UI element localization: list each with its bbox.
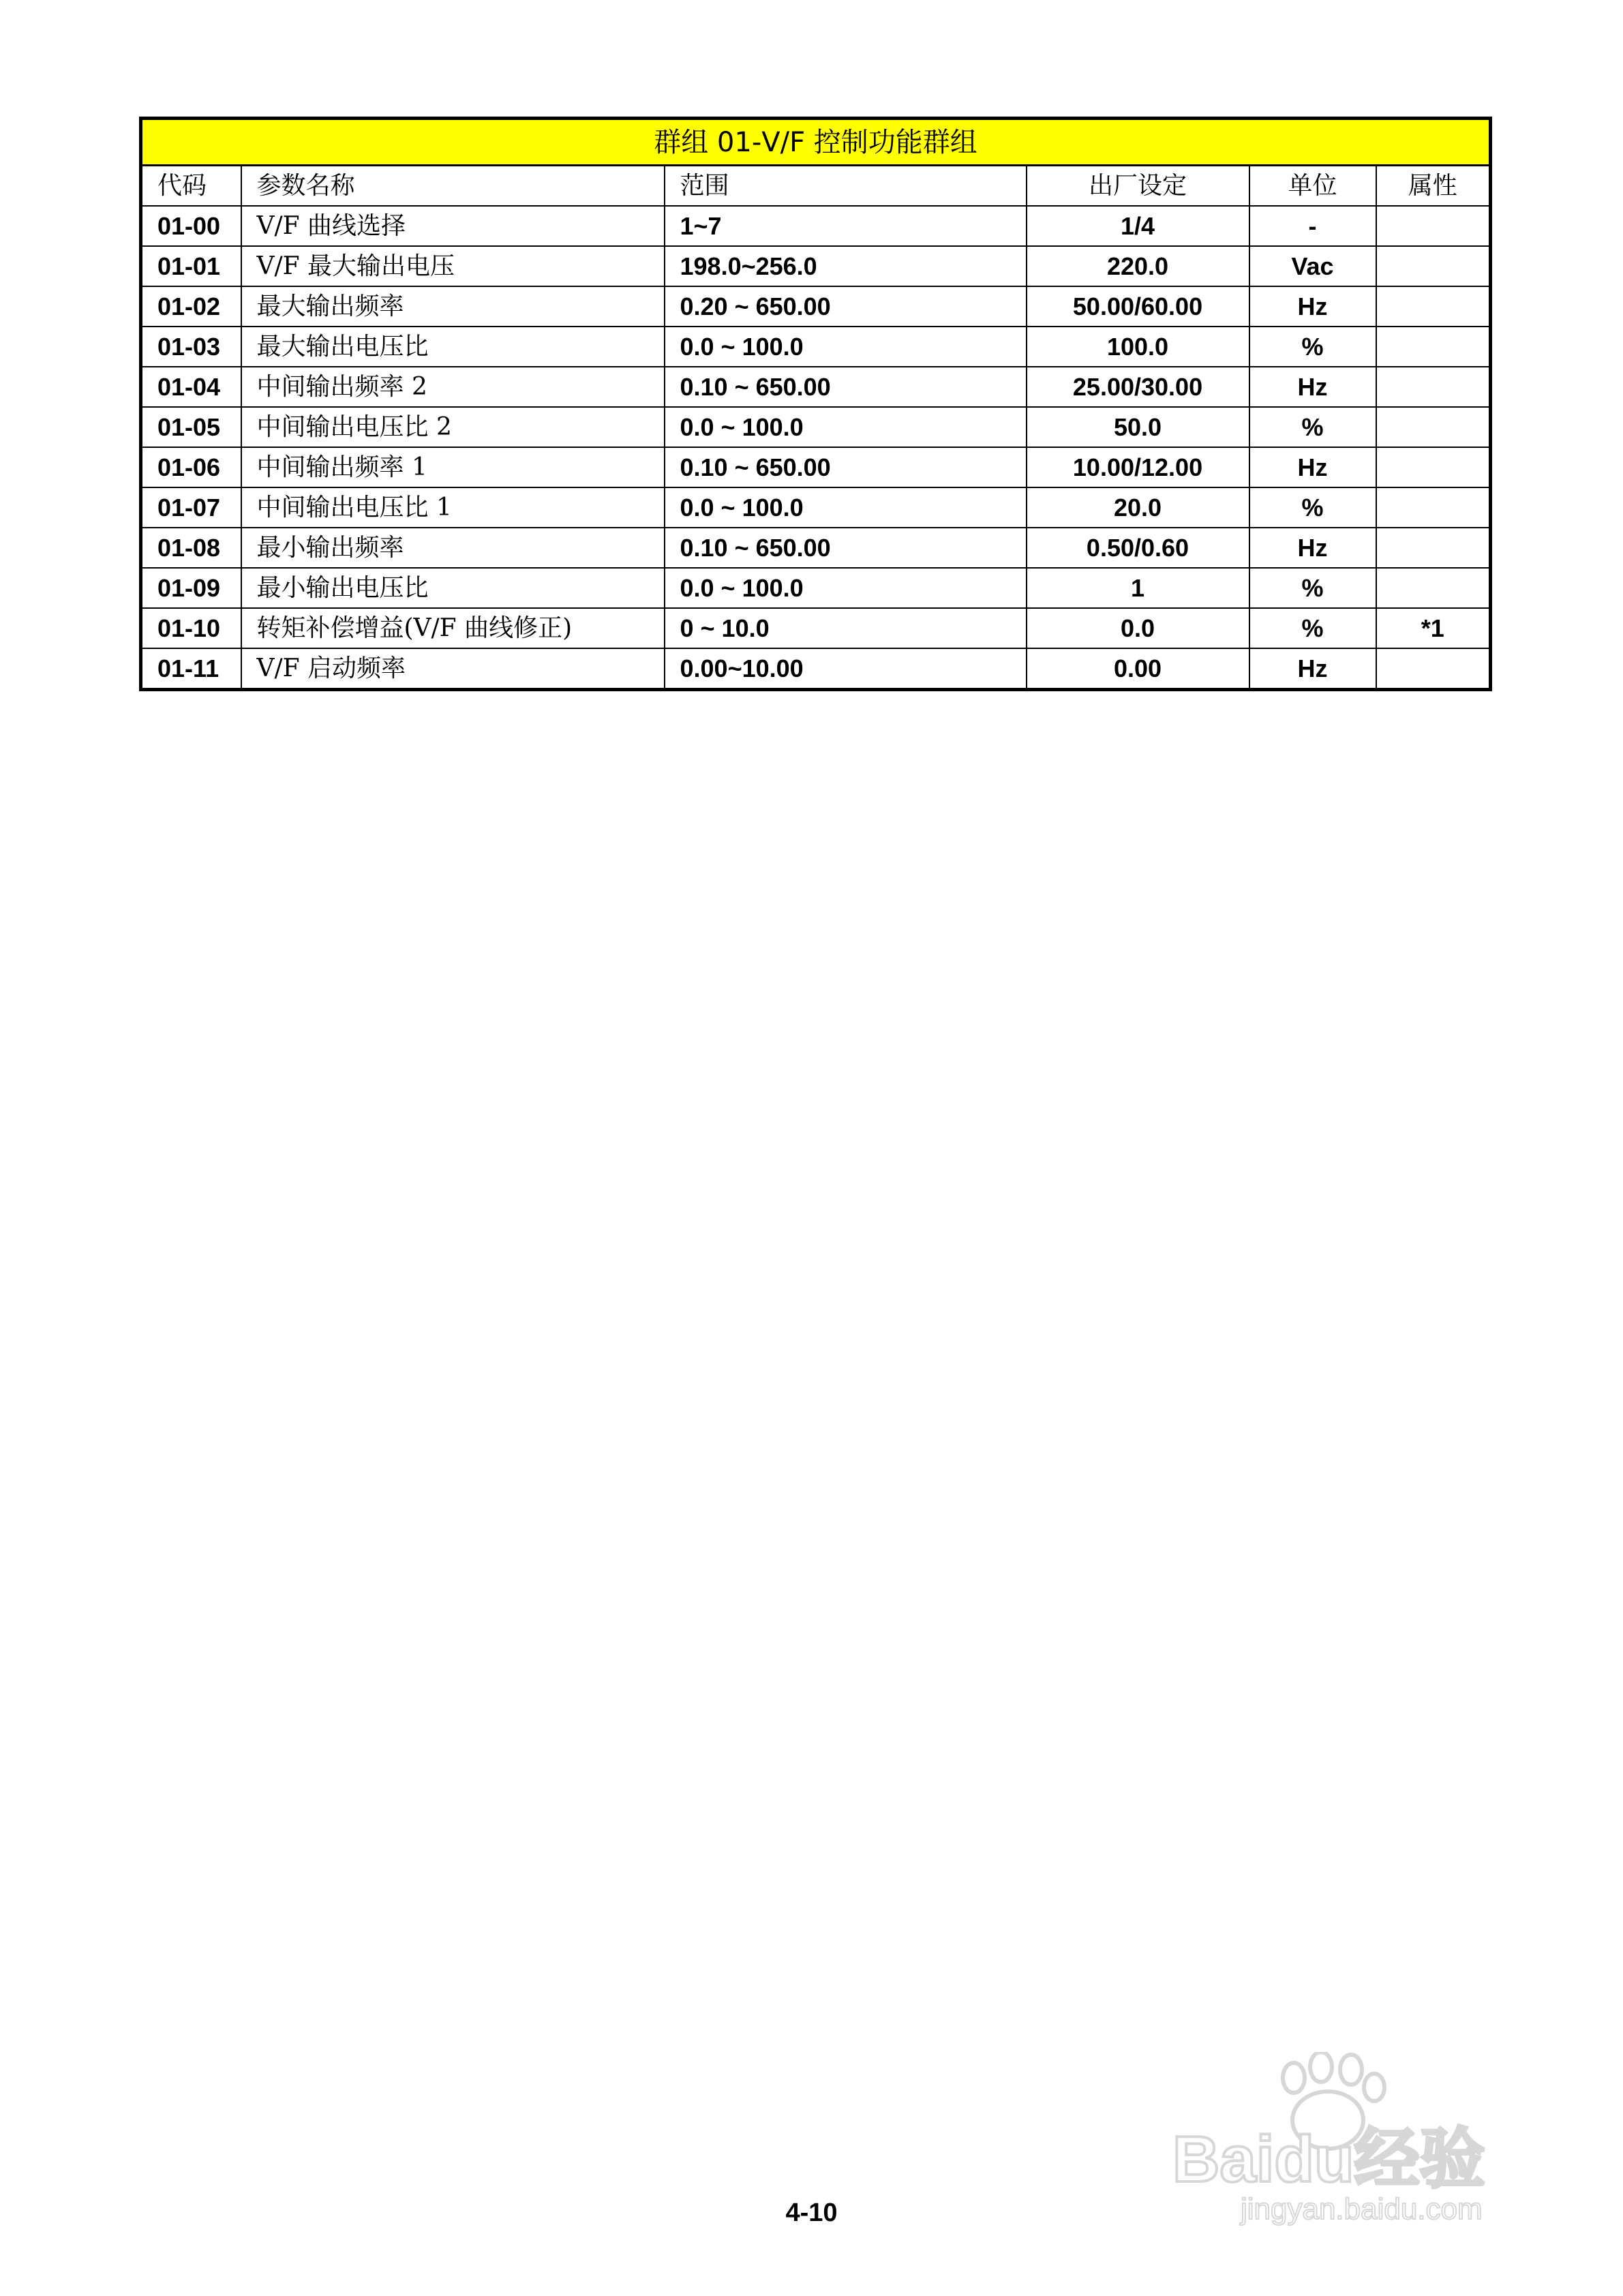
- cell-code: 01-07: [141, 487, 241, 528]
- table-row: [141, 608, 1491, 648]
- cell-name: 中间输出电压比 2: [241, 407, 665, 447]
- cell-range: 0.20 ~ 650.00: [665, 286, 1027, 327]
- table-row: [141, 286, 1491, 327]
- cell-attr: [1376, 286, 1491, 327]
- cell-range: 0.00~10.00: [665, 648, 1027, 690]
- cell-code: 01-10: [141, 608, 241, 648]
- header-default: 出厂设定: [1027, 166, 1249, 207]
- cell-attr: *1: [1376, 608, 1491, 648]
- cell-unit: %: [1249, 608, 1376, 648]
- cell-range: 0.10 ~ 650.00: [665, 367, 1027, 407]
- cell-range: 0.10 ~ 650.00: [665, 528, 1027, 568]
- cell-name: V/F 曲线选择: [241, 206, 665, 246]
- cell-unit: Hz: [1249, 528, 1376, 568]
- cell-default: 10.00/12.00: [1027, 447, 1249, 487]
- cell-attr: [1376, 327, 1491, 367]
- cell-unit: %: [1249, 568, 1376, 608]
- cell-default: 220.0: [1027, 246, 1249, 286]
- cell-name: 中间输出频率 2: [241, 367, 665, 407]
- cell-code: 01-05: [141, 407, 241, 447]
- cell-code: 01-00: [141, 206, 241, 246]
- cell-range: 0.0 ~ 100.0: [665, 327, 1027, 367]
- cell-code: 01-08: [141, 528, 241, 568]
- table-row: [141, 568, 1491, 608]
- cell-default: 1/4: [1027, 206, 1249, 246]
- cell-attr: [1376, 447, 1491, 487]
- cell-unit: %: [1249, 327, 1376, 367]
- table-row: [141, 648, 1491, 690]
- cell-default: 50.00/60.00: [1027, 286, 1249, 327]
- cell-code: 01-03: [141, 327, 241, 367]
- header-unit: 单位: [1249, 166, 1376, 207]
- cell-range: 0.0 ~ 100.0: [665, 568, 1027, 608]
- cell-name: 最大输出电压比: [241, 327, 665, 367]
- baidu-jingyan-watermark: [1152, 2052, 1534, 2229]
- cell-attr: [1376, 568, 1491, 608]
- cell-name: 最大输出频率: [241, 286, 665, 327]
- cell-code: 01-06: [141, 447, 241, 487]
- cell-name: 转矩补偿增益(V/F 曲线修正): [241, 608, 665, 648]
- cell-range: 198.0~256.0: [665, 246, 1027, 286]
- cell-unit: -: [1249, 206, 1376, 246]
- cell-default: 25.00/30.00: [1027, 367, 1249, 407]
- parameter-table: [139, 117, 1492, 691]
- page-number: 4-10: [785, 2199, 838, 2227]
- cell-code: 01-11: [141, 648, 241, 690]
- cell-unit: Hz: [1249, 286, 1376, 327]
- table-row: [141, 246, 1491, 286]
- cell-default: 0.00: [1027, 648, 1249, 690]
- table-row: [141, 367, 1491, 407]
- cell-attr: [1376, 407, 1491, 447]
- header-attr: 属性: [1376, 166, 1491, 207]
- table-row: [141, 528, 1491, 568]
- table-row: [141, 407, 1491, 447]
- cell-unit: Vac: [1249, 246, 1376, 286]
- table-header-row: [141, 166, 1491, 207]
- cell-unit: Hz: [1249, 447, 1376, 487]
- cell-code: 01-09: [141, 568, 241, 608]
- cell-range: 1~7: [665, 206, 1027, 246]
- cell-default: 50.0: [1027, 407, 1249, 447]
- header-code: 代码: [141, 166, 241, 207]
- cell-range: 0.0 ~ 100.0: [665, 407, 1027, 447]
- cell-range: 0.0 ~ 100.0: [665, 487, 1027, 528]
- cell-range: 0.10 ~ 650.00: [665, 447, 1027, 487]
- cell-default: 100.0: [1027, 327, 1249, 367]
- cell-unit: Hz: [1249, 648, 1376, 690]
- cell-name: V/F 启动频率: [241, 648, 665, 690]
- cell-default: 20.0: [1027, 487, 1249, 528]
- cell-default: 0.50/0.60: [1027, 528, 1249, 568]
- table-body: [141, 206, 1491, 690]
- cell-unit: %: [1249, 407, 1376, 447]
- watermark-url: jingyan.baidu.com: [1241, 2192, 1483, 2226]
- cell-code: 01-02: [141, 286, 241, 327]
- table-row: [141, 206, 1491, 246]
- watermark-brand: Baidu经验: [1172, 2123, 1485, 2196]
- cell-range: 0 ~ 10.0: [665, 608, 1027, 648]
- cell-attr: [1376, 206, 1491, 246]
- cell-default: 1: [1027, 568, 1249, 608]
- table-row: [141, 487, 1491, 528]
- cell-name: 中间输出电压比 1: [241, 487, 665, 528]
- cell-name: 中间输出频率 1: [241, 447, 665, 487]
- table-row: [141, 447, 1491, 487]
- cell-name: 最小输出电压比: [241, 568, 665, 608]
- cell-attr: [1376, 528, 1491, 568]
- cell-attr: [1376, 487, 1491, 528]
- cell-attr: [1376, 246, 1491, 286]
- header-name: 参数名称: [241, 166, 665, 207]
- cell-unit: Hz: [1249, 367, 1376, 407]
- header-range: 范围: [665, 166, 1027, 207]
- cell-name: 最小输出频率: [241, 528, 665, 568]
- cell-code: 01-01: [141, 246, 241, 286]
- cell-attr: [1376, 648, 1491, 690]
- table-title: 群组 01-V/F 控制功能群组: [141, 119, 1491, 166]
- cell-attr: [1376, 367, 1491, 407]
- table-row: [141, 327, 1491, 367]
- cell-name: V/F 最大输出电压: [241, 246, 665, 286]
- cell-unit: %: [1249, 487, 1376, 528]
- cell-code: 01-04: [141, 367, 241, 407]
- cell-default: 0.0: [1027, 608, 1249, 648]
